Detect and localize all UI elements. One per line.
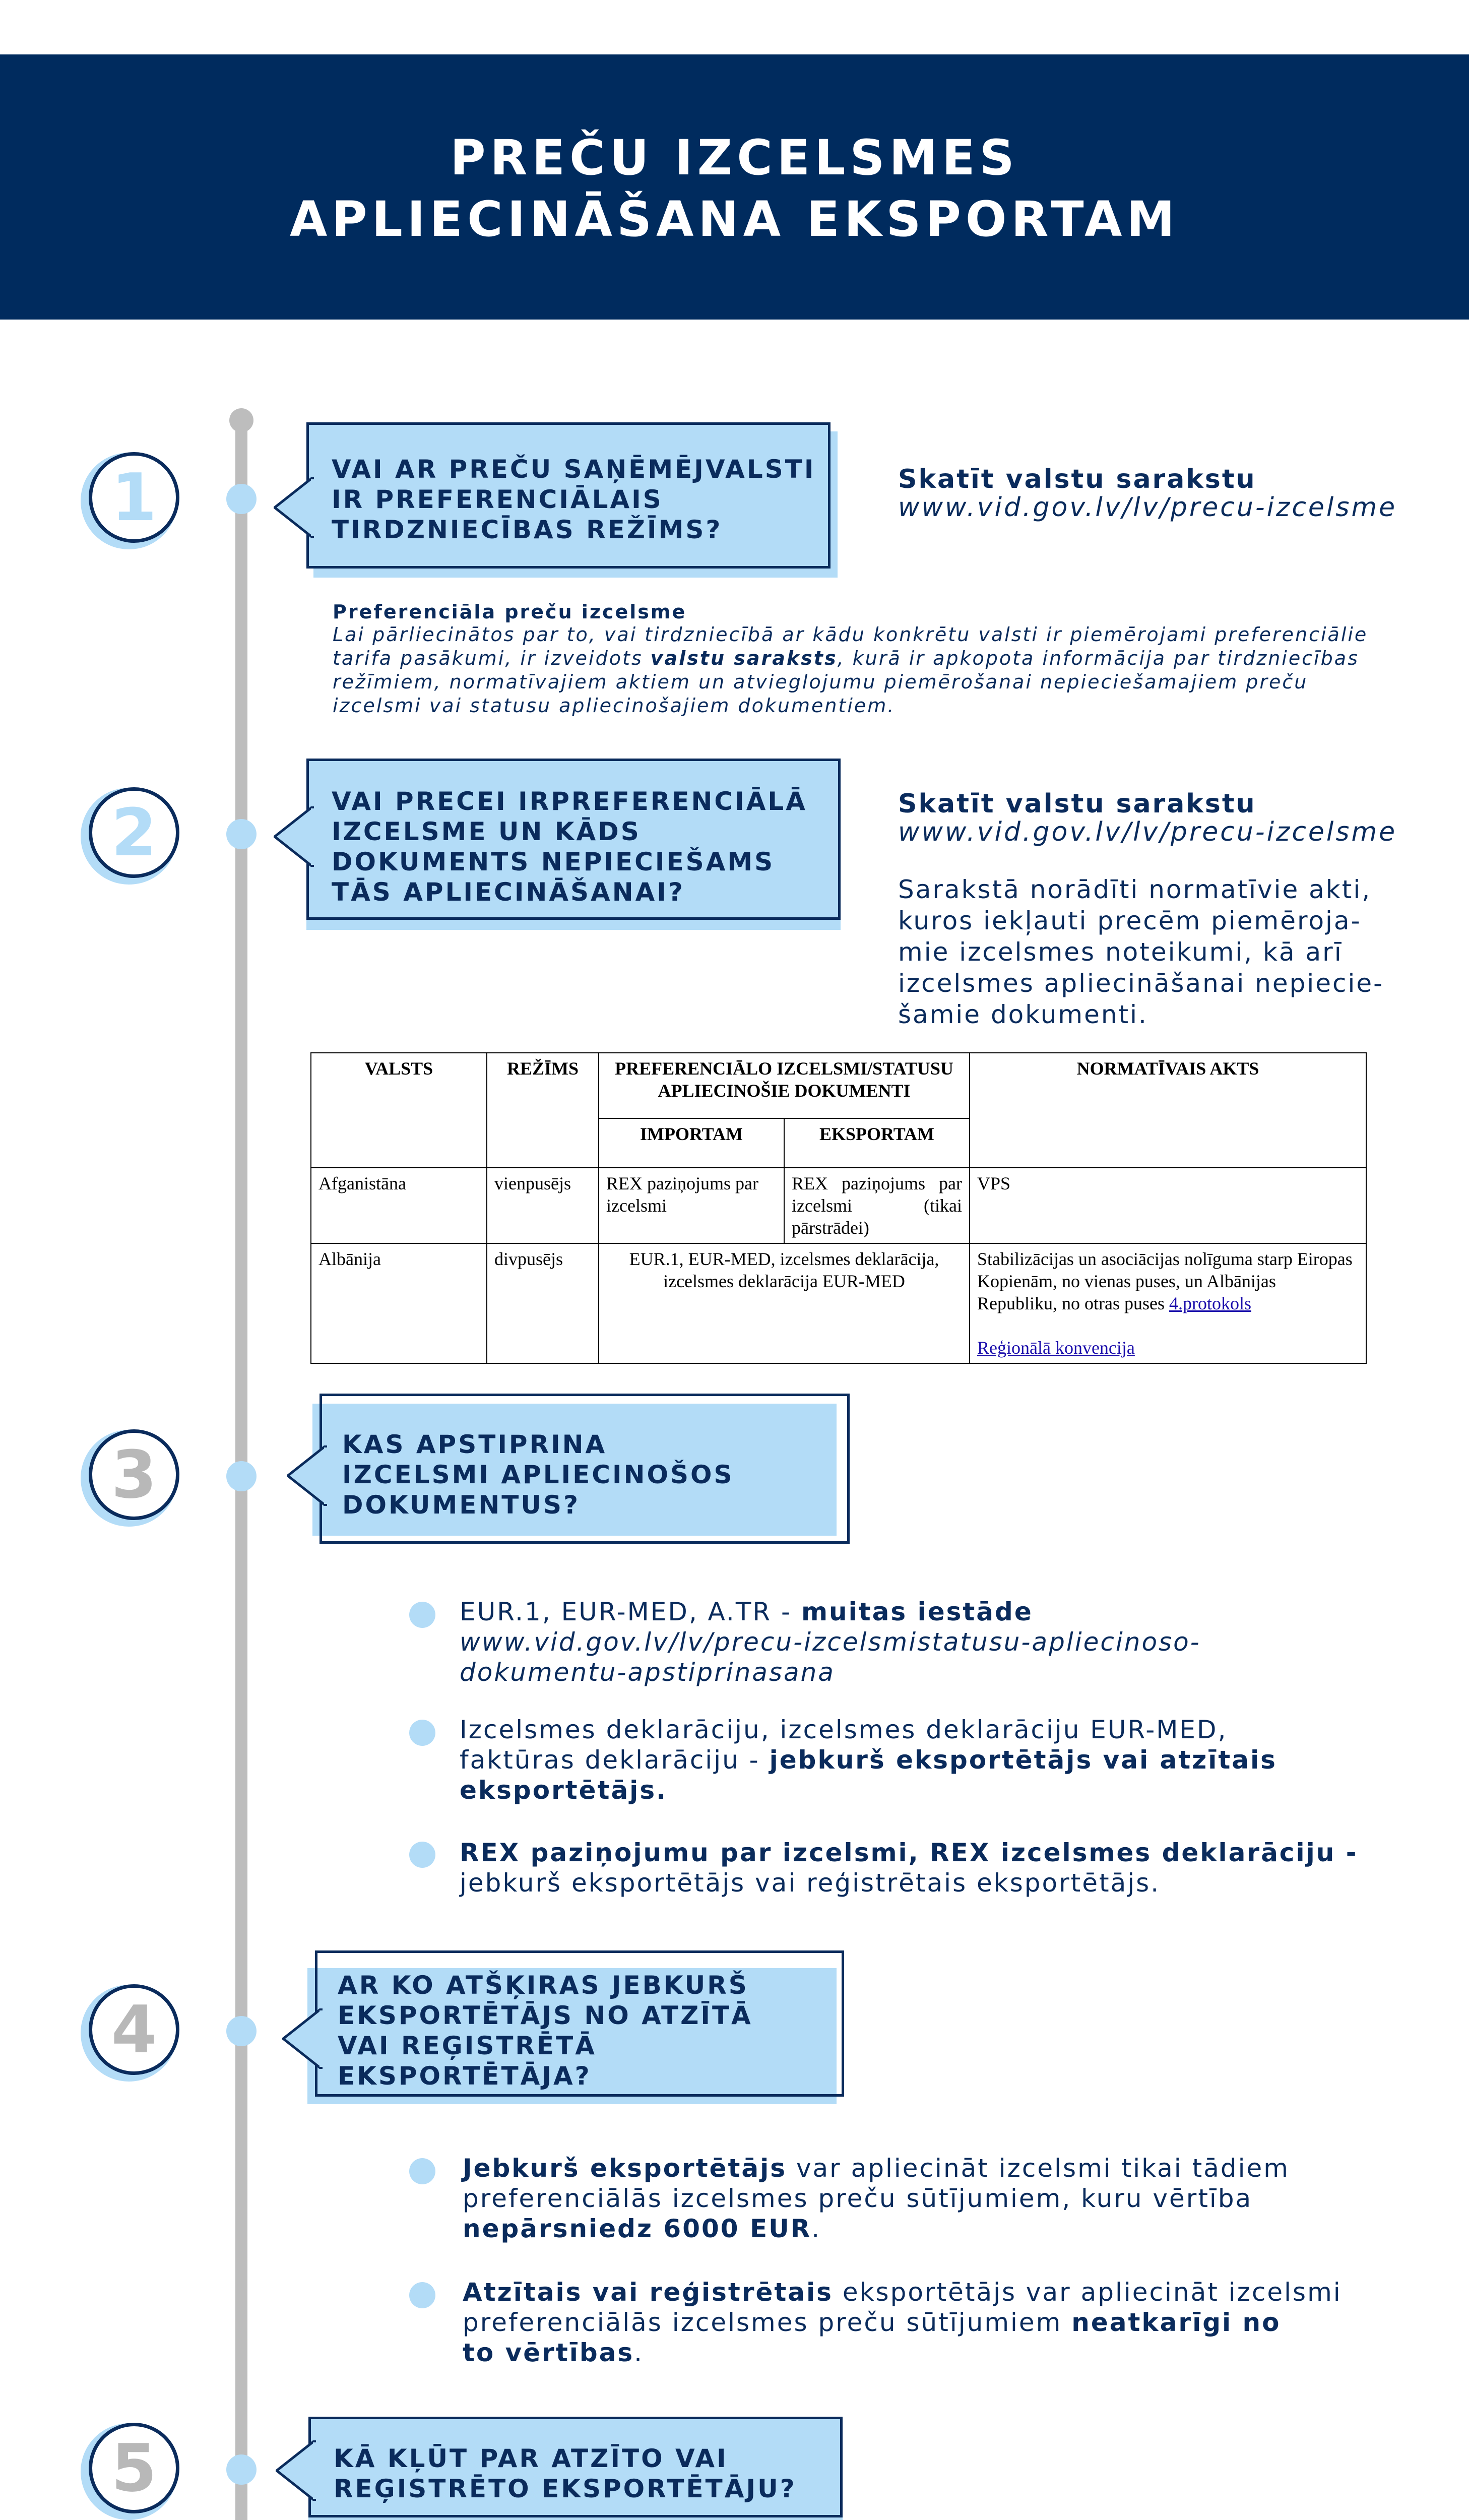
step-5-question: KĀ KĻŪT PAR ATZĪTO VAI REĢISTRĒTO EKSPORTĒTĀJU? — [334, 2444, 797, 2503]
step-5-question-box — [308, 2417, 843, 2517]
s3-bullet-customs-url[interactable]: www.vid.gov.lv/lv/precu-izcelsmistatusu-apliecinoso- — [460, 1627, 1201, 1657]
step-4-question-pointer — [282, 2008, 323, 2069]
step-2-link-label: Skatīt valstu sarakstu — [898, 789, 1256, 819]
s3-bullet-declarations: Izcelsmes deklarāciju, izcelsmes deklarāciju EUR-MED, faktūras deklarāciju - jebkurš eksportētājs vai atzītais eksportētājs. — [460, 1715, 1277, 1805]
step-3-timeline-dot — [226, 1461, 257, 1491]
bullet-dot — [409, 1602, 435, 1628]
step-3-question-box — [320, 1394, 850, 1544]
cell-country: Albānija — [311, 1243, 487, 1363]
step-1-question-pointer — [274, 477, 314, 538]
step-2-description: Sarakstā norādīti normatīvie akti, kuros iekļauti precēm piemēroja- mie izcelsmes noteikumi, kā arī izcelsmes apliecināšanai nepiecie- šamie dokumenti. — [898, 875, 1384, 1029]
step-5-number: 5 — [111, 2430, 157, 2506]
step-4-number-badge — [89, 1984, 179, 2075]
note-title: Preferenciāla preču izcelsme — [333, 601, 687, 623]
cell-regime: vienpusējs — [487, 1168, 599, 1243]
step-3-number-badge — [89, 1429, 179, 1520]
cell-export: REX paziņojums par izcelsmi (tikai pārstrādei) — [784, 1168, 970, 1243]
s4-bullet-any-exporter: Jebkurš eksportētājs var apliecināt izcelsmi tikai tādiem preferenciālās izcelsmes preču sūtījumiem, kuru vērtība nepārsniedz 6000 EUR. — [463, 2154, 1290, 2243]
note-body: Lai pārliecinātos par to, vai tirdzniecībā ar kādu konkrētu valsti ir piemērojami preferenciālie tarifa pasākumi, ir izveidots valstu saraksts, kurā ir apkopota informācija par tirdzniecības režīmiem, normatīvajiem aktiem un atvieglojumu piemērošanai nepieciešamajiem preču izcelsmi vai statusu apliecinošajiem dokumentiem. — [333, 623, 1368, 717]
protocol-link[interactable]: 4.protokols — [1169, 1293, 1251, 1313]
step-3-number: 3 — [111, 1436, 157, 1513]
step-5-question-pointer — [276, 2440, 316, 2501]
bullet-dot — [409, 1842, 435, 1868]
step-2-link-url[interactable]: www.vid.gov.lv/lv/precu-izcelsme — [898, 817, 1397, 847]
bullet-dot — [409, 2282, 435, 2308]
step-2-timeline-dot — [226, 819, 257, 849]
step-1-link-url[interactable]: www.vid.gov.lv/lv/precu-izcelsme — [898, 492, 1397, 523]
table-row — [311, 1168, 1366, 1243]
step-4-question-box — [315, 1950, 844, 2097]
step-2-number: 2 — [111, 794, 157, 871]
cell-legal-act: Stabilizācijas un asociācijas nolīguma starp Eiropas Kopienām, no vienas puses, un Albānijas Republiku, no otras puses 4.protokols Reģionālā konvencija — [970, 1243, 1366, 1363]
cell-legal-act: VPS — [970, 1168, 1366, 1243]
step-4-timeline-dot — [226, 2016, 257, 2046]
step-1-question: VAI AR PREČU SAŅĒMĒJVALSTI IR PREFERENCIĀLAIS TIRDZNIECĪBAS REŽĪMS? — [332, 455, 816, 544]
s4-bullet-approved-exporter: Atzītais vai reģistrētais eksportētājs var apliecināt izcelsmi preferenciālās izcelsmes preču sūtījumiem neatkarīgi no to vērtības. — [463, 2278, 1342, 2367]
s3-bullet-customs: EUR.1, EUR-MED, A.TR - muitas iestāde www.vid.gov.lv/lv/precu-izcelsmistatusu-apliecinoso- dokumentu-apstiprinasana — [460, 1597, 1201, 1687]
step-2-number-badge — [89, 787, 179, 878]
col-header-export: EKSPORTAM — [784, 1118, 970, 1168]
step-3-question-pointer — [287, 1445, 327, 1506]
step-1-link-label: Skatīt valstu sarakstu — [898, 464, 1256, 494]
col-header-country: VALSTS — [311, 1053, 487, 1168]
bullet-dot — [409, 1720, 435, 1746]
cell-import: REX paziņojums par izcelsmi — [599, 1168, 784, 1243]
step-2-question-pointer — [274, 806, 314, 867]
cell-country: Afganistāna — [311, 1168, 487, 1243]
page-title-line-2: APLIECINĀŠANA EKSPORTAM — [290, 191, 1179, 247]
step-1-timeline-dot — [226, 484, 257, 514]
step-4-number: 4 — [111, 1991, 157, 2068]
timeline-start-cap — [229, 408, 253, 432]
step-4-question: AR KO ATŠĶIRAS JEBKURŠ EKSPORTĒTĀJS NO ATZĪTĀ VAI REĢISTRĒTĀ EKSPORTĒTĀJA? — [338, 1971, 753, 2091]
col-header-regime: REŽĪMS — [487, 1053, 599, 1168]
s3-bullet-rex: REX paziņojumu par izcelsmi, REX izcelsmes deklarāciju - jebkurš eksportētājs vai reģistrētais eksportētājs. — [460, 1838, 1358, 1898]
country-list-table-excerpt — [310, 1052, 1367, 1364]
cell-regime: divpusējs — [487, 1243, 599, 1363]
page-title-line-1: PREČU IZCELSMES — [450, 130, 1019, 186]
step-2-question: VAI PRECEI IRPREFERENCIĀLĀ IZCELSME UN KĀDS DOKUMENTS NEPIECIEŠAMS TĀS APLIECINĀŠANAI? — [332, 787, 807, 907]
table-row — [311, 1243, 1366, 1363]
step-1-number-badge — [89, 452, 179, 543]
regional-convention-link[interactable]: Reģionālā konvencija — [977, 1338, 1135, 1358]
bullet-dot — [409, 2158, 435, 2184]
step-5-timeline-dot — [226, 2454, 257, 2485]
col-header-preferential-docs: PREFERENCIĀLO IZCELSMI/STATUSU APLIECINOŠIE DOKUMENTI — [599, 1053, 970, 1118]
col-header-legal-act: NORMATĪVAIS AKTS — [970, 1053, 1366, 1168]
step-3-question: KAS APSTIPRINA IZCELSMI APLIECINOŠOS DOKUMENTUS? — [342, 1430, 734, 1520]
note-preferential-origin — [333, 601, 1391, 718]
step-1-question-box — [306, 422, 831, 569]
col-header-import: IMPORTAM — [599, 1118, 784, 1168]
step-1-number: 1 — [111, 459, 157, 536]
step-2-question-box — [306, 759, 841, 920]
step-5-number-badge — [89, 2423, 179, 2513]
cell-docs: EUR.1, EUR-MED, izcelsmes deklarācija, izcelsmes deklarācija EUR-MED — [599, 1243, 970, 1363]
